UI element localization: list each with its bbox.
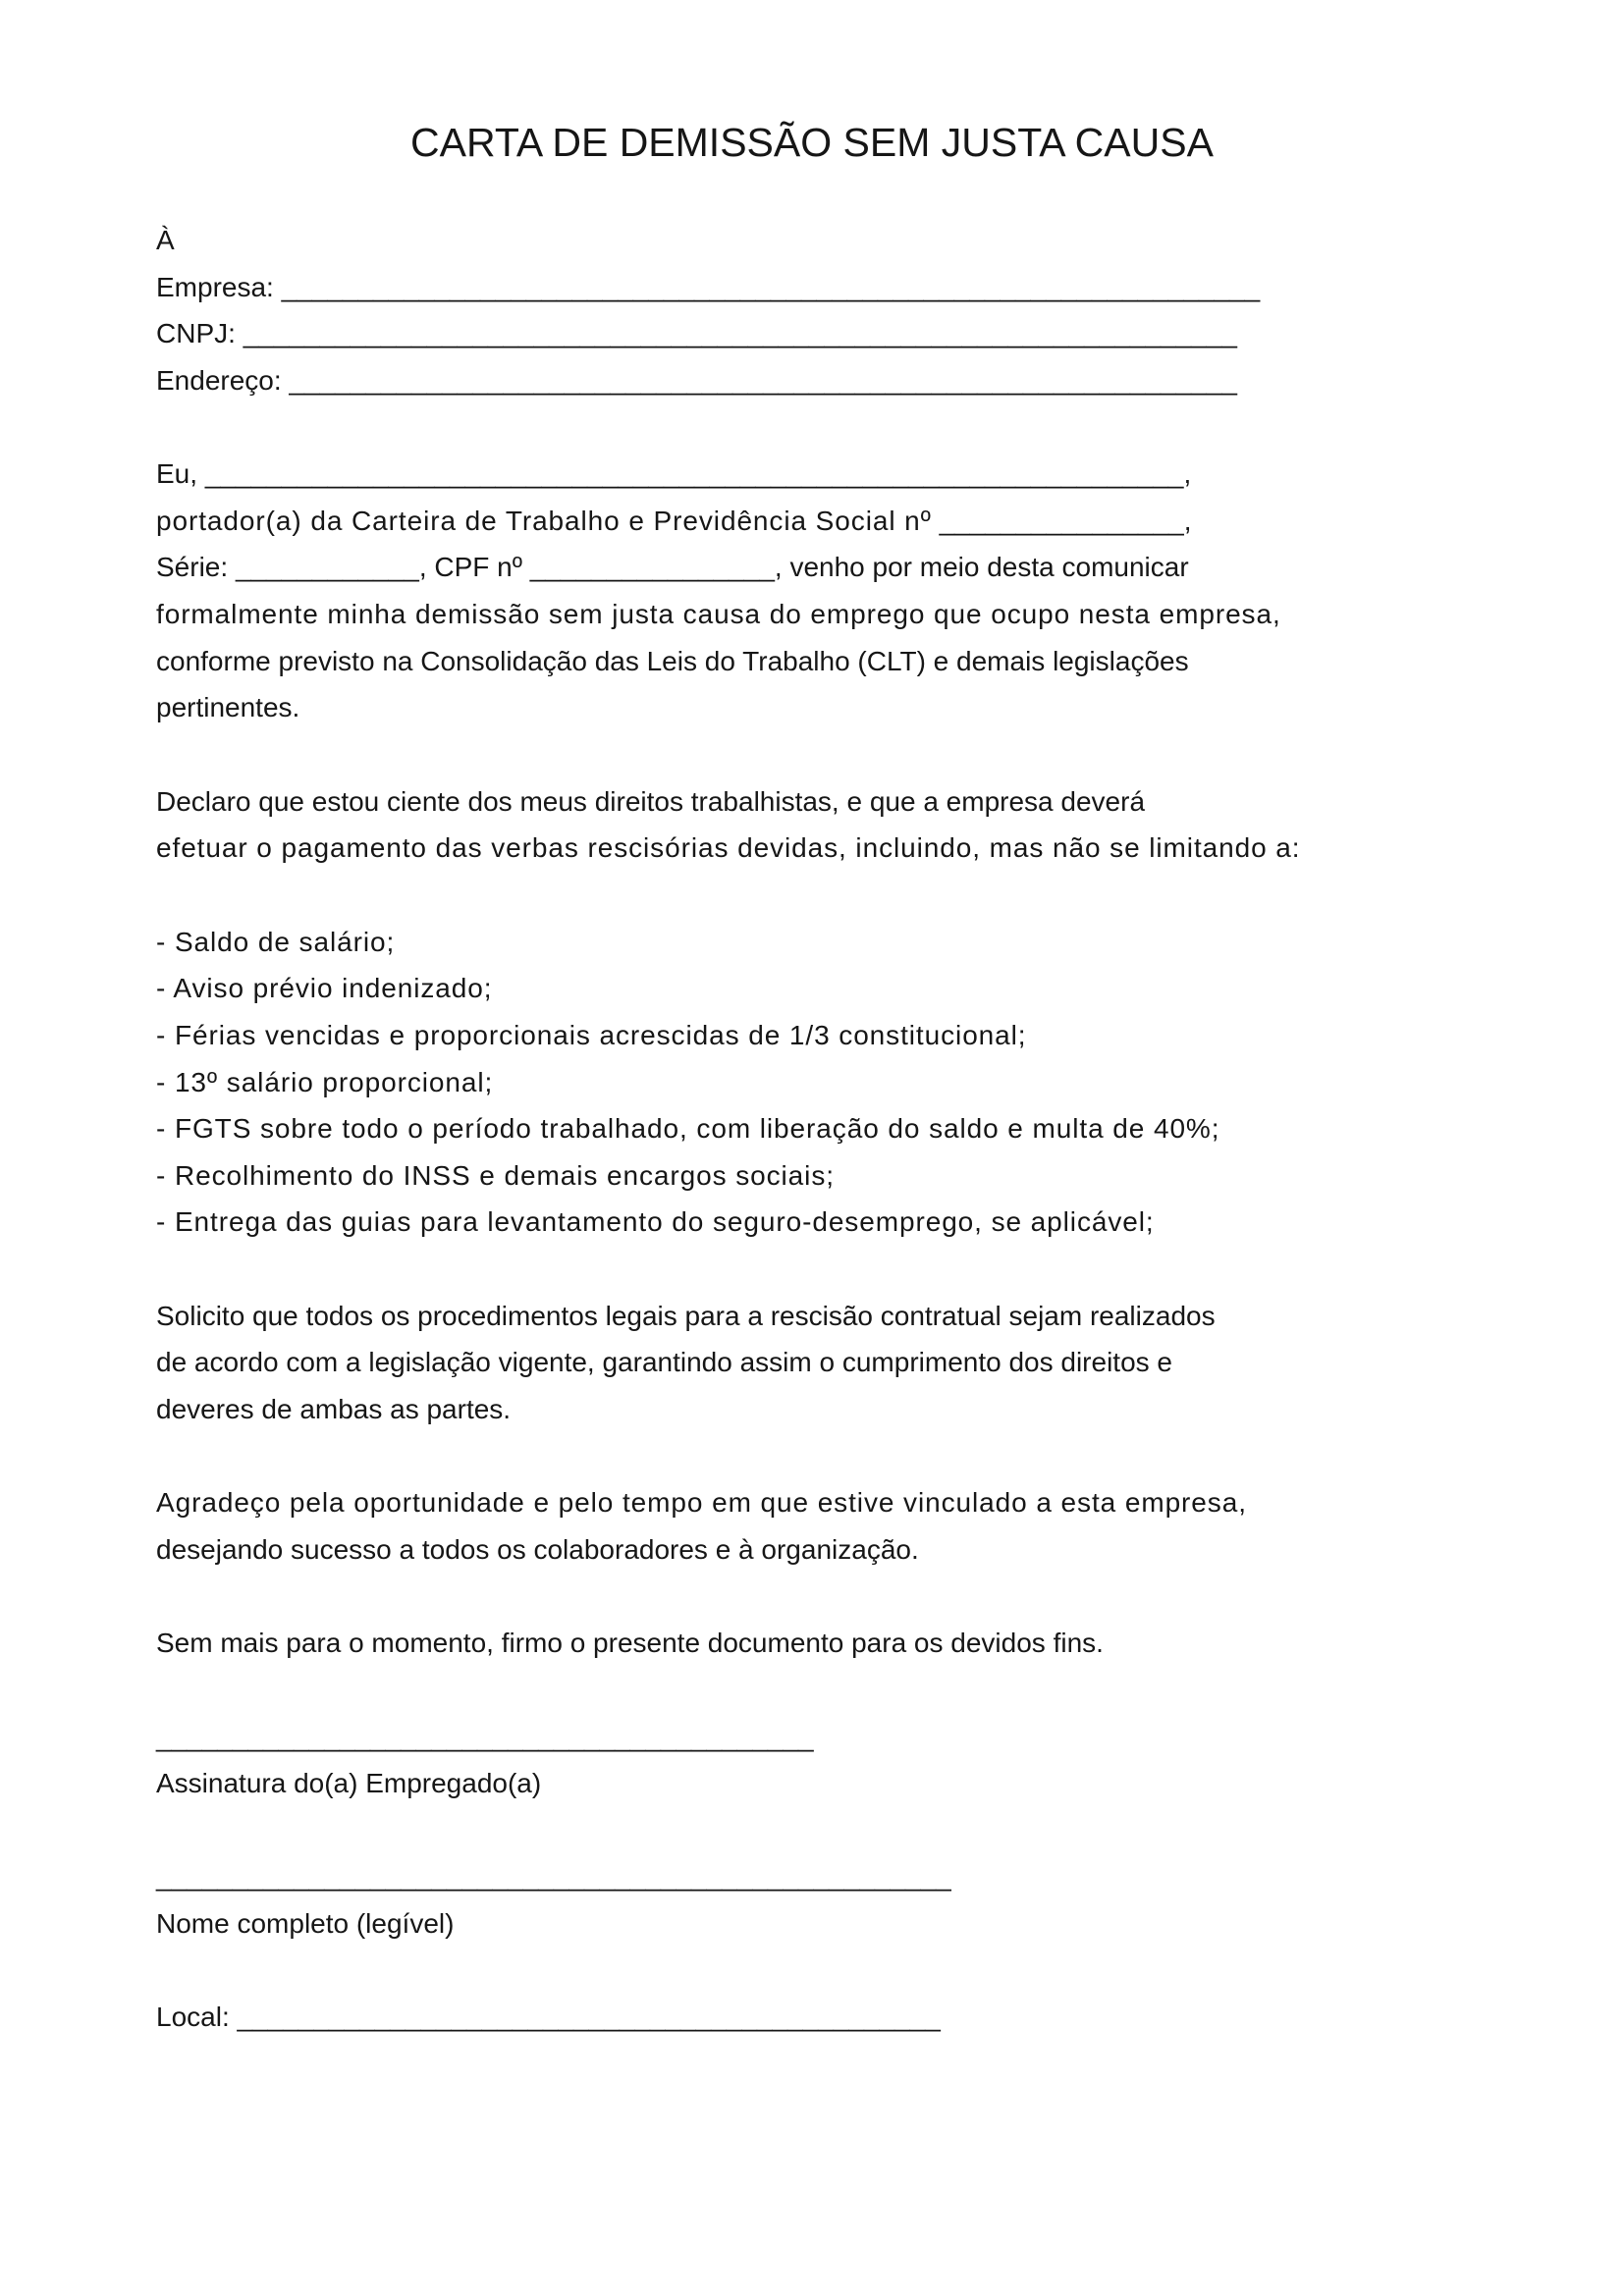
signature-caption: Assinatura do(a) Empregado(a) (156, 1768, 542, 1799)
cnpj-label: CNPJ: (156, 318, 236, 349)
location-line (156, 1994, 1531, 2041)
letter-body (156, 217, 1531, 2041)
cnpj-line (156, 310, 1531, 357)
employee-name-line (156, 451, 1531, 498)
list-item: - Entrega das guias para levantamento do seguro-desemprego, se aplicável; (156, 1206, 1155, 1238)
rights-text-line: Declaro que estou ciente dos meus direitos trabalhistas, e que a empresa deverá (156, 785, 1146, 817)
rights-paragraph (156, 778, 1531, 872)
employee-name-label: Eu, (156, 458, 198, 490)
procedures-text-line: de acordo com a legislação vigente, garantindo assim o cumprimento dos direitos e (156, 1347, 1173, 1378)
cnpj-blank: _________________________________________________________________ (243, 318, 1237, 349)
closing-text-line: Sem mais para o momento, firmo o presente documento para os devidos fins. (156, 1628, 1104, 1659)
serie-blank: ____________ (235, 552, 419, 583)
rights-text-line: efetuar o pagamento das verbas rescisórias devidas, incluindo, mas não se limitando a: (156, 832, 1301, 864)
identification-text-line: pertinentes. (156, 692, 300, 723)
list-item: - Férias vencidas e proporcionais acrescidas de 1/3 constitucional; (156, 1019, 1027, 1050)
company-line (156, 264, 1531, 311)
address-blank: ______________________________________________________________ (289, 364, 1237, 396)
ctps-label: portador(a) da Carteira de Trabalho e Previdência Social nº (156, 505, 932, 536)
employee-name-end: , (1183, 458, 1192, 490)
full-name-block (156, 1853, 1531, 1947)
employee-signature-block (156, 1714, 1531, 1807)
location-block (156, 1994, 1531, 2041)
identification-paragraph (156, 451, 1531, 731)
identification-text-line: conforme previsto na Consolidação das Leis do Trabalho (CLT) e demais legislações (156, 645, 1189, 676)
address-label: Endereço: (156, 364, 282, 396)
addressee-block (156, 217, 1531, 404)
severance-list (156, 919, 1531, 1246)
document-title: CARTA DE DEMISSÃO SEM JUSTA CAUSA (410, 120, 1214, 165)
company-label: Empresa: (156, 271, 274, 302)
full-name-caption: Nome completo (legível) (156, 1908, 455, 1940)
procedures-text-line: deveres de ambas as partes. (156, 1394, 512, 1425)
thanks-text-line: Agradeço pela oportunidade e pelo tempo em que estive vinculado a esta empresa, (156, 1487, 1247, 1519)
full-name-line: ____________________________________________________ (156, 1861, 951, 1893)
ctps-blank: ________________ (939, 505, 1184, 536)
procedures-paragraph (156, 1293, 1531, 1433)
list-item: - 13º salário proporcional; (156, 1066, 494, 1097)
thanks-text-line: desejando sucesso a todos os colaboradores e à organização. (156, 1533, 919, 1565)
list-item: - FGTS sobre todo o período trabalhado, com liberação do saldo e multa de 40%; (156, 1113, 1220, 1145)
location-blank: ______________________________________________ (237, 2002, 941, 2033)
ctps-end: , (1183, 505, 1192, 536)
address-line (156, 357, 1531, 404)
serie-cpf-line (156, 544, 1531, 591)
signature-line: ___________________________________________ (156, 1721, 814, 1752)
list-item: - Saldo de salário; (156, 926, 396, 957)
closing-paragraph (156, 1620, 1531, 1667)
cpf-blank: ________________ (529, 552, 775, 583)
list-item: - Aviso prévio indenizado; (156, 973, 493, 1004)
list-item: - Recolhimento do INSS e demais encargos sociais; (156, 1159, 835, 1191)
procedures-text-line: Solicito que todos os procedimentos legais para a rescisão contratual sejam realizados (156, 1300, 1216, 1331)
identification-text-line: formalmente minha demissão sem justa causa do emprego que ocupo nesta empresa, (156, 599, 1281, 630)
ctps-line (156, 498, 1531, 545)
company-blank: ________________________________________________________________ (281, 271, 1261, 302)
employee-name-blank: ________________________________________________________________ (204, 458, 1184, 490)
thanks-paragraph (156, 1479, 1531, 1573)
cpf-label: , CPF nº (418, 552, 522, 583)
location-label: Local: (156, 2002, 230, 2033)
serie-label: Série: (156, 552, 229, 583)
addressee-salutation: À (156, 225, 175, 255)
statement-start: , venho por meio desta comunicar (774, 552, 1189, 583)
